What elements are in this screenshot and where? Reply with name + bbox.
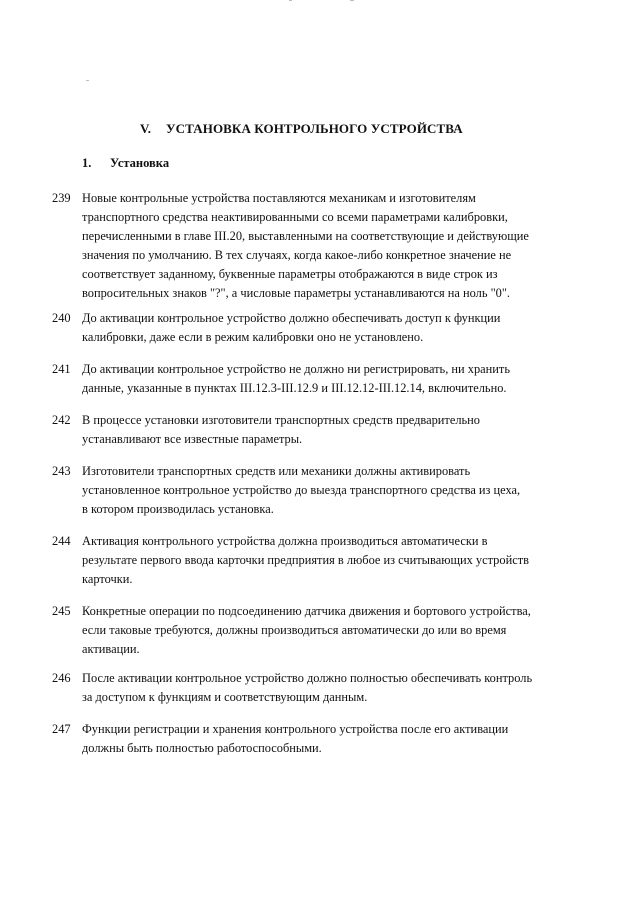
section-heading <box>82 156 169 171</box>
paragraph-239 <box>52 189 552 303</box>
paragraph-text: Активация контрольного устройства должна производиться автоматически в результате первого ввода карточки предприятия в любое из считывающих устройств карточки. <box>82 534 529 586</box>
scan-speck <box>350 0 354 1</box>
paragraph-244 <box>52 532 552 589</box>
paragraph-number: 247 <box>52 722 71 736</box>
chapter-number: V. <box>140 121 152 136</box>
scan-speck <box>86 80 89 81</box>
paragraph-number: 239 <box>52 191 71 205</box>
chapter-heading <box>140 121 463 137</box>
paragraph-243 <box>52 462 552 519</box>
chapter-title: УСТАНОВКА КОНТРОЛЬНОГО УСТРОЙСТВА <box>166 121 463 136</box>
paragraph-247 <box>52 720 552 758</box>
section-title: Установка <box>110 156 170 170</box>
paragraph-242 <box>52 411 552 449</box>
paragraph-245 <box>52 602 552 659</box>
paragraph-number: 245 <box>52 604 71 618</box>
paragraph-number: 244 <box>52 534 71 548</box>
paragraph-text: После активации контрольное устройство должно полностью обеспечивать контроль за доступом к функциям и соответствующим данным. <box>82 671 533 704</box>
paragraph-text: До активации контрольное устройство должно обеспечивать доступ к функции калибровки, даже если в режим калибровки оно не установлено. <box>82 311 501 344</box>
paragraph-text: Функции регистрации и хранения контрольного устройства после его активации должны быть полностью работоспособными. <box>82 722 509 755</box>
paragraph-text: В процессе установки изготовители транспортных средств предварительно устанавливают все известные параметры. <box>82 413 481 446</box>
paragraph-text: До активации контрольное устройство не должно ни регистрировать, ни хранить данные, указанные в пунктах III.12.3-III.12.9 и III.12.12-III.12.14, включительно. <box>82 362 510 395</box>
paragraph-text: Изготовители транспортных средств или механики должны активировать установленное контрольное устройство до выезда транспортного средства из цеха, в котором производилась установка. <box>82 464 521 516</box>
paragraph-number: 240 <box>52 311 71 325</box>
paragraph-text: Новые контрольные устройства поставляются механикам и изготовителям транспортного средства неактивированными со всеми параметрами калибровки, перечисленными в главе III.20, выставленными на соответствующие и действующие значения по умолчанию. В тех случаях, когда какое-либо конкретное значение не соответствует заданному, буквенные параметры отображаются в виде строк из вопросительных знаков "?", а числовые параметры устанавливаются на ноль "0". <box>82 191 529 300</box>
section-number: 1. <box>82 156 92 170</box>
paragraph-number: 241 <box>52 362 71 376</box>
paragraph-246 <box>52 669 552 707</box>
scan-speck <box>289 0 292 1</box>
paragraph-number: 242 <box>52 413 71 427</box>
paragraph-text: Конкретные операции по подсоединению датчика движения и бортового устройства, если таковые требуются, должны производиться автоматически до или во время активации. <box>82 604 531 656</box>
paragraph-240 <box>52 309 552 347</box>
paragraph-241 <box>52 360 552 398</box>
paragraph-number: 243 <box>52 464 71 478</box>
paragraph-number: 246 <box>52 671 71 685</box>
